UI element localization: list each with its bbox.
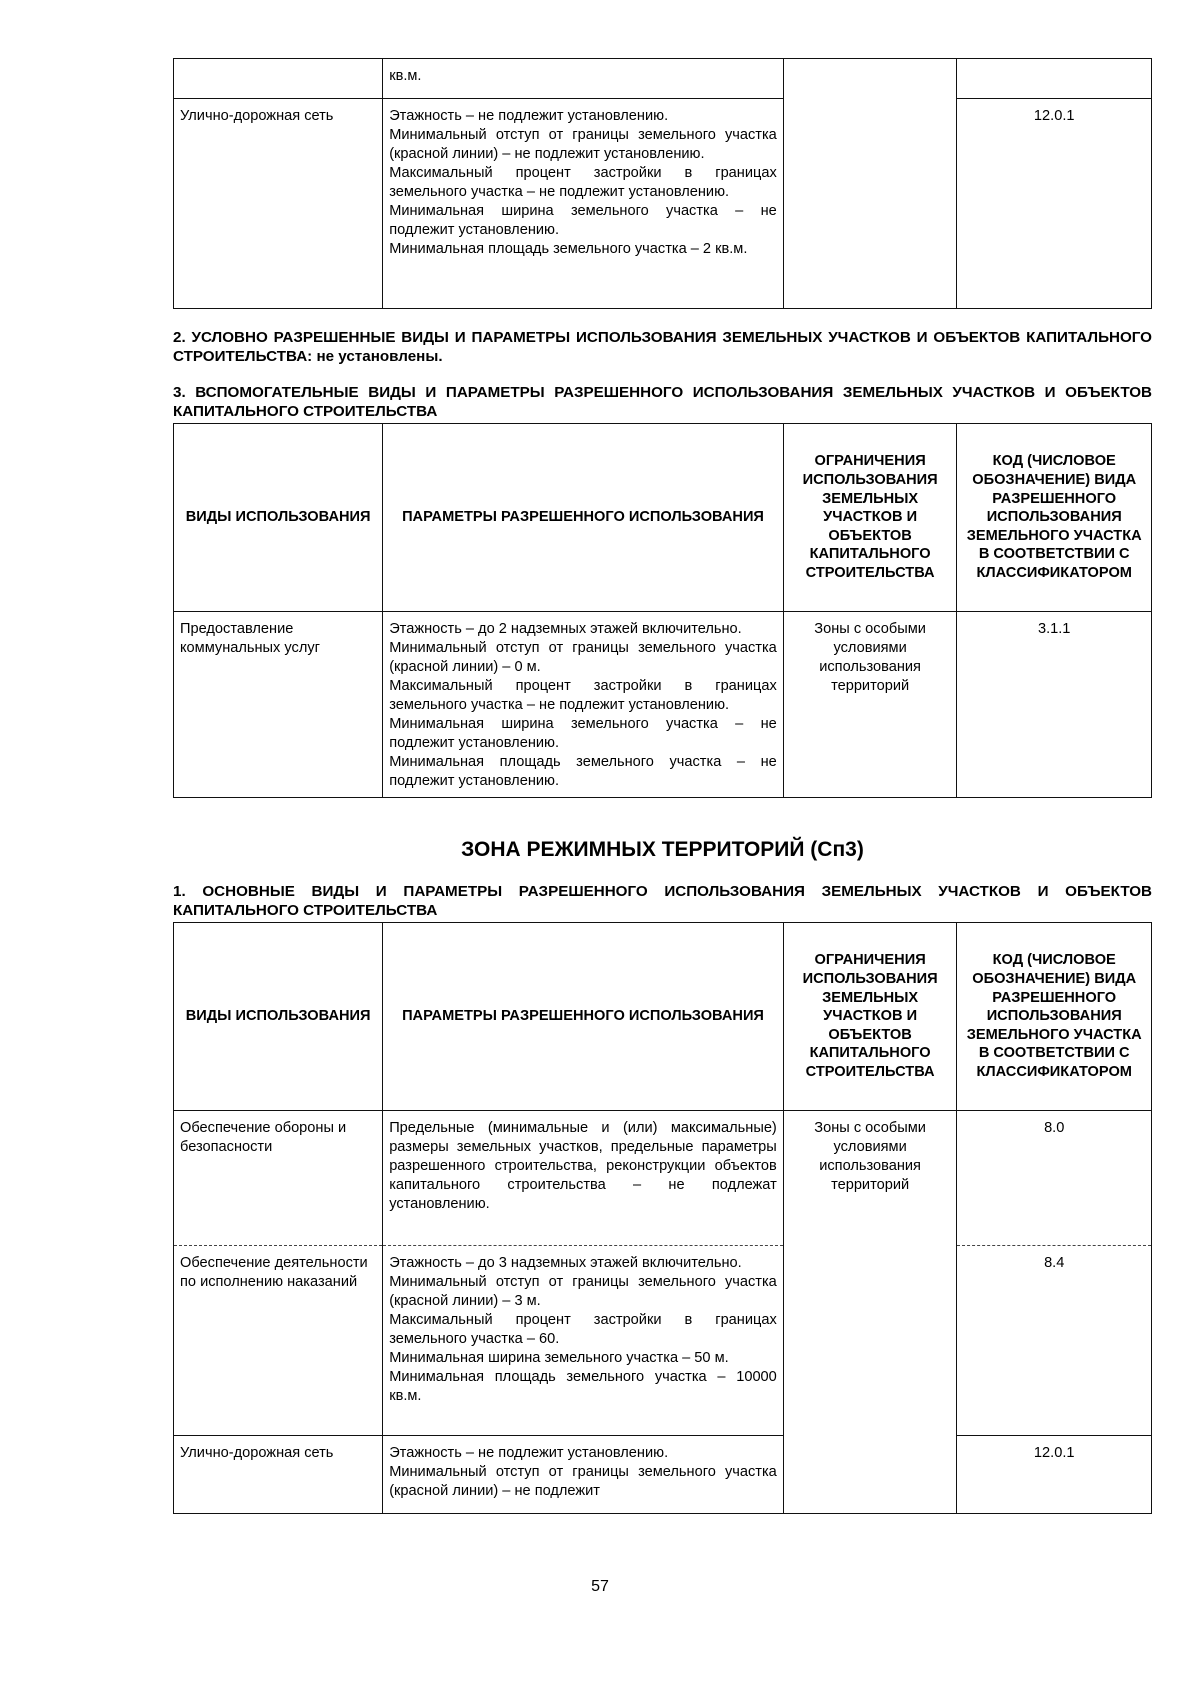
table-row: [174, 1111, 1152, 1246]
zone-title: ЗОНА РЕЖИМНЫХ ТЕРРИТОРИЙ (Сп3): [461, 838, 864, 861]
table-row: [174, 59, 1152, 99]
params-cell: кв.м.: [383, 59, 784, 99]
limits-cell: [783, 59, 957, 309]
code-cell: [957, 59, 1152, 99]
kind-cell: [174, 59, 383, 99]
auxiliary-uses-table: [173, 423, 1152, 798]
limits-cell: Зоны с особыми условиями использования территорий: [783, 612, 957, 798]
main-uses-table: [173, 922, 1152, 1514]
table-row: [174, 1436, 1152, 1514]
code-cell: 12.0.1: [957, 99, 1152, 309]
limits-cell: Зоны с особыми условиями использования территорий: [783, 1111, 957, 1514]
params-cell: Этажность – не подлежит установлению. Минимальный отступ от границы земельного участка (красной линии) – не подлежит установлению. Максимальный процент застройки в границах земельного участка – не подлежит установлению. Минимальная ширина земельного участка – не подлежит установлению. Минимальная площадь земельного участка – 2 кв.м.: [383, 99, 784, 309]
header-code: КОД (ЧИСЛОВОЕ ОБОЗНАЧЕНИЕ) ВИДА РАЗРЕШЕННОГО ИСПОЛЬЗОВАНИЯ ЗЕМЕЛЬНОГО УЧАСТКА В СООТВЕТСТВИИ С КЛАССИФИКАТОРОМ: [957, 424, 1152, 612]
params-cell: Этажность – до 2 надземных этажей включительно. Минимальный отступ от границы земельного участка (красной линии) – 0 м. Максимальный процент застройки в границах земельного участка – не подлежит установлению. Минимальная ширина земельного участка – не подлежит установлению. Минимальная площадь земельного участка – не подлежит установлению.: [383, 612, 784, 798]
header-params: ПАРАМЕТРЫ РАЗРЕШЕННОГО ИСПОЛЬЗОВАНИЯ: [383, 424, 784, 612]
page-number: 57: [591, 1578, 609, 1595]
table-header-row: [174, 923, 1152, 1111]
header-kind: ВИДЫ ИСПОЛЬЗОВАНИЯ: [174, 923, 383, 1111]
table-row: [174, 1246, 1152, 1436]
header-code: КОД (ЧИСЛОВОЕ ОБОЗНАЧЕНИЕ) ВИДА РАЗРЕШЕННОГО ИСПОЛЬЗОВАНИЯ ЗЕМЕЛЬНОГО УЧАСТКА В СООТВЕТСТВИИ С КЛАССИФИКАТОРОМ: [957, 923, 1152, 1111]
kind-cell: Улично-дорожная сеть: [174, 1436, 383, 1514]
header-limits: ОГРАНИЧЕНИЯ ИСПОЛЬЗОВАНИЯ ЗЕМЕЛЬНЫХ УЧАСТКОВ И ОБЪЕКТОВ КАПИТАЛЬНОГО СТРОИТЕЛЬСТВА: [783, 923, 957, 1111]
code-cell: 12.0.1: [957, 1436, 1152, 1514]
table-row: [174, 99, 1152, 309]
table-header-row: [174, 424, 1152, 612]
kind-cell: Обеспечение деятельности по исполнению наказаний: [174, 1246, 383, 1436]
section-3-heading: 3. ВСПОМОГАТЕЛЬНЫЕ ВИДЫ И ПАРАМЕТРЫ РАЗРЕШЕННОГО ИСПОЛЬЗОВАНИЯ ЗЕМЕЛЬНЫХ УЧАСТКОВ И ОБЪЕКТОВ КАПИТАЛЬНОГО СТРОИТЕЛЬСТВА: [173, 384, 1152, 420]
table-row: [174, 612, 1152, 798]
header-params: ПАРАМЕТРЫ РАЗРЕШЕННОГО ИСПОЛЬЗОВАНИЯ: [383, 923, 784, 1111]
kind-cell: Обеспечение обороны и безопасности: [174, 1111, 383, 1246]
code-cell: 8.0: [957, 1111, 1152, 1246]
section-1-heading: 1. ОСНОВНЫЕ ВИДЫ И ПАРАМЕТРЫ РАЗРЕШЕННОГО ИСПОЛЬЗОВАНИЯ ЗЕМЕЛЬНЫХ УЧАСТКОВ И ОБЪЕКТОВ КАПИТАЛЬНОГО СТРОИТЕЛЬСТВА: [173, 883, 1152, 919]
code-cell: 8.4: [957, 1246, 1152, 1436]
header-limits: ОГРАНИЧЕНИЯ ИСПОЛЬЗОВАНИЯ ЗЕМЕЛЬНЫХ УЧАСТКОВ И ОБЪЕКТОВ КАПИТАЛЬНОГО СТРОИТЕЛЬСТВА: [783, 424, 957, 612]
params-cell: Предельные (минимальные и (или) максимальные) размеры земельных участков, предельные параметры разрешенного строительства, реконструкции объектов капитального строительства – не подлежат установлению.: [383, 1111, 784, 1246]
kind-cell: Предоставление коммунальных услуг: [174, 612, 383, 798]
header-kind: ВИДЫ ИСПОЛЬЗОВАНИЯ: [174, 424, 383, 612]
code-cell: 3.1.1: [957, 612, 1152, 798]
section-2-heading: 2. УСЛОВНО РАЗРЕШЕННЫЕ ВИДЫ И ПАРАМЕТРЫ ИСПОЛЬЗОВАНИЯ ЗЕМЕЛЬНЫХ УЧАСТКОВ И ОБЪЕКТОВ КАПИТАЛЬНОГО СТРОИТЕЛЬСТВА: не установлены.: [173, 329, 1152, 365]
table-continued: [173, 58, 1152, 309]
params-cell: Этажность – не подлежит установлению. Минимальный отступ от границы земельного участка (красной линии) – не подлежит: [383, 1436, 784, 1514]
params-cell: Этажность – до 3 надземных этажей включительно. Минимальный отступ от границы земельного участка (красной линии) – 3 м. Максимальный процент застройки в границах земельного участка – 60. Минимальная ширина земельного участка – 50 м. Минимальная площадь земельного участка – 10000 кв.м.: [383, 1246, 784, 1436]
kind-cell: Улично-дорожная сеть: [174, 99, 383, 309]
